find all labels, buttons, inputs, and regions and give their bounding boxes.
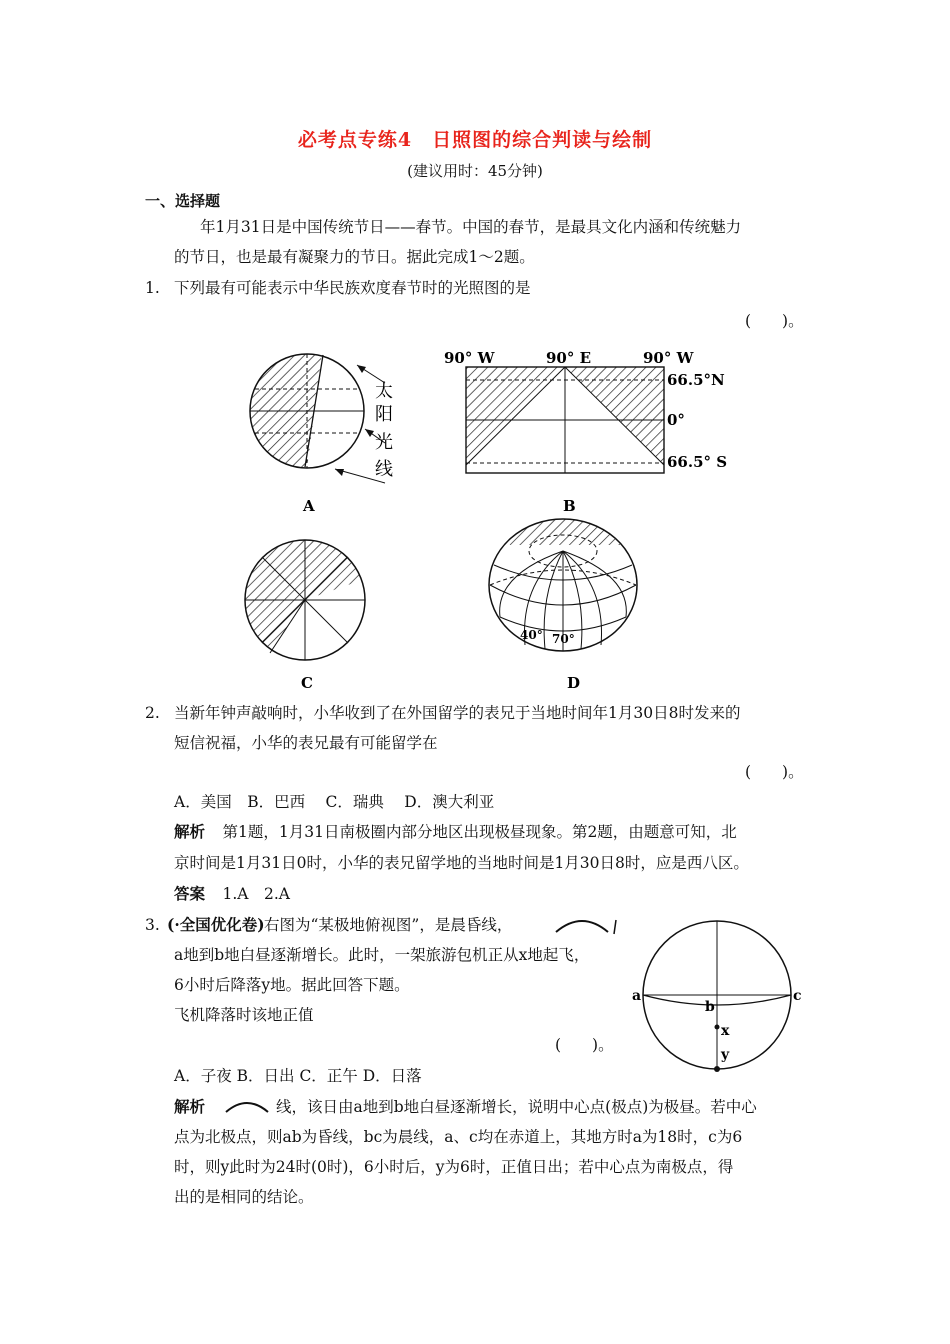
answer1-label: 答案: [174, 884, 206, 903]
q2-line-2: 短信祝福，小华的表兄最有可能留学在: [174, 734, 438, 752]
terminator-arc-icon: [552, 914, 622, 936]
figure-c-label: C: [301, 674, 313, 690]
analysis3-line-4: 出的是相同的结论。: [174, 1188, 314, 1206]
d-label-70: 70°: [552, 632, 575, 646]
intro-line-2: 的节日，也是最有凝聚力的节日。据此完成1～2题。: [174, 248, 535, 266]
analysis1-label: 解析: [174, 822, 206, 841]
q3-number: 3.: [145, 916, 160, 934]
figure-a-label: A: [303, 497, 315, 515]
sun-char-1: 太: [375, 381, 393, 402]
time-note: (建议用时：45分钟): [407, 162, 543, 180]
analysis3-line-3: 时，则y此时为24时(0时)，6小时后，y为6时，正值日出；若中心点为南极点，得: [174, 1158, 734, 1176]
q1-answer-paren: ( )。: [745, 312, 804, 330]
lat-label-1: 66.5°N: [667, 371, 725, 389]
q3-line-1: 右图为“某极地俯视图”，是晨昏线，: [264, 916, 513, 934]
sun-char-4: 线: [375, 459, 393, 480]
q3-line-2: a地到b地白昼逐渐增长。此时，一架旅游包机正从x地起飞，: [174, 946, 590, 964]
q2-answer-paren: ( )。: [745, 763, 804, 781]
q3-line-4: 飞机降落时该地正值: [174, 1006, 314, 1024]
point-a: a: [632, 988, 642, 1004]
analysis3-line-1: 线，该日由a地到b地白昼逐渐增长，说明中心点(极点)为极昼。若中心: [276, 1098, 757, 1116]
q3-options: A．子夜 B．日出 C．正午 D．日落: [174, 1067, 422, 1085]
analysis1-line-2: 京时间是1月31日0时，小华的表兄留学地的当地时间是1月30日8时，应是西八区。: [174, 854, 749, 872]
point-b: b: [705, 999, 715, 1015]
q2-number: 2.: [145, 704, 160, 722]
figure-d-label: D: [567, 674, 581, 690]
figure-a: [235, 345, 405, 525]
lon-label-2: 90° E: [546, 349, 592, 367]
sun-char-3: 光: [375, 432, 393, 453]
figure-d: [480, 515, 650, 690]
q3-answer-paren: ( )。: [555, 1036, 614, 1054]
lon-label-3: 90° W: [643, 349, 694, 367]
page-title: 必考点专练4 日照图的综合判读与绘制: [297, 129, 653, 151]
analysis3-line-2: 点为北极点，则ab为昏线，bc为晨线，a、c均在赤道上，其地方时a为18时，c为6: [174, 1128, 743, 1146]
terminator-arc-small-icon: [222, 1096, 272, 1116]
lat-label-2: 0°: [667, 411, 685, 429]
analysis1-line-1: 第1题，1月31日南极圈内部分地区出现极昼现象。第2题，由题意可知，北: [207, 823, 737, 841]
q3-line-3: 6小时后降落y地。据此回答下题。: [174, 976, 410, 994]
point-c: c: [793, 988, 802, 1004]
lat-label-3: 66.5° S: [667, 453, 728, 471]
q2-options: A．美国 B．巴西 C．瑞典 D．澳大利亚: [174, 793, 495, 811]
point-x: x: [721, 1023, 730, 1039]
analysis3-label: 解析: [174, 1097, 206, 1116]
figure-b: [440, 345, 730, 520]
q2-line-1: 当新年钟声敲响时，小华收到了在外国留学的表兄于当地时间年1月30日8时发来的: [174, 704, 741, 722]
q1-text: 下列最有可能表示中华民族欢度春节时的光照图的是: [174, 279, 531, 297]
lon-label-1: 90° W: [444, 349, 495, 367]
intro-line-1: 年1月31日是中国传统节日——春节。中国的春节，是最具文化内涵和传统魅力: [200, 218, 742, 236]
d-label-40: 40°: [520, 628, 543, 642]
figure-b-label: B: [563, 497, 576, 515]
figure-c: [240, 525, 380, 690]
answer1-text: 1.A 2.A: [207, 885, 290, 903]
section-heading: 一、选择题: [145, 192, 221, 210]
polar-view-figure: [625, 915, 810, 1075]
sun-char-2: 阳: [375, 404, 393, 425]
q1-number: 1.: [145, 279, 160, 297]
q3-source: (·全国优化卷): [167, 915, 265, 934]
point-y: y: [721, 1047, 730, 1063]
